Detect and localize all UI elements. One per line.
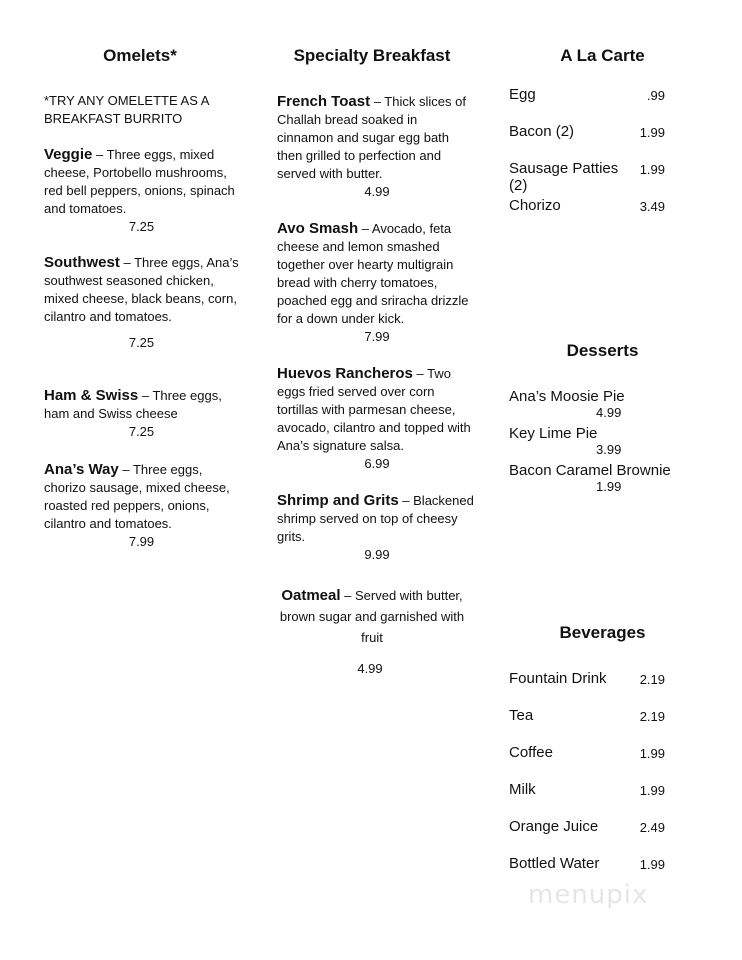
item-name: Avo Smash: [277, 220, 359, 237]
menu-item-southwest: [44, 254, 239, 352]
item-name: Milk: [509, 781, 536, 798]
alacarte-row: [509, 160, 665, 194]
item-price: 2.49: [639, 820, 665, 835]
item-name: Ana’s Way: [44, 461, 119, 478]
item-name: French Toast: [277, 93, 371, 110]
item-price: 4.99: [596, 405, 622, 420]
item-name: Huevos Rancheros: [277, 365, 413, 382]
dessert-item: [509, 425, 709, 457]
item-price: 4.99: [357, 661, 383, 676]
beverage-row: [509, 855, 665, 872]
item-name: Key Lime Pie: [509, 425, 598, 442]
item-price: .99: [646, 88, 665, 103]
item-price: 3.49: [639, 199, 665, 214]
item-desc: – Three eggs, chorizo sausage, mixed cheese, roasted red peppers, onions, cilantro and tomatoes.: [44, 462, 230, 531]
item-name: Ana’s Moosie Pie: [509, 388, 625, 405]
item-desc: – Thick slices of Challah bread soaked in cinnamon and sugar egg bath then grilled to perfection and served with butter.: [277, 94, 466, 181]
omelets-note: *TRY ANY OMELETTE AS A BREAKFAST BURRITO: [44, 93, 209, 126]
menu-item-ham-swiss: [44, 387, 239, 441]
item-name: Tea: [509, 707, 534, 724]
item-price: 3.99: [596, 442, 622, 457]
desserts-title: Desserts: [566, 341, 639, 360]
menu-item-oatmeal: [277, 585, 467, 679]
menu-item-veggie: [44, 146, 239, 236]
item-desc: – Three eggs, mixed cheese, Portobello mushrooms, red bell peppers, onions, spinach and tomatoes.: [44, 147, 235, 216]
item-desc: – Two eggs fried served over corn tortillas with parmesan cheese, avocado, cilantro and topped with Ana’s signature salsa.: [277, 366, 471, 453]
item-desc: – Three eggs, ham and Swiss cheese: [44, 388, 222, 421]
specialty-title: Specialty Breakfast: [293, 46, 451, 65]
item-name: Southwest: [44, 254, 120, 271]
item-name: Orange Juice: [509, 818, 599, 835]
alacarte-row: [509, 123, 665, 140]
watermark: menupix: [528, 880, 649, 910]
item-price: 1.99: [639, 857, 665, 872]
item-price: 7.99: [128, 534, 155, 549]
beverage-row: [509, 744, 665, 761]
dessert-item: [509, 462, 719, 494]
item-price: 2.19: [639, 709, 665, 724]
item-name: Veggie: [44, 146, 93, 163]
menu-item-french-toast: [277, 93, 477, 201]
menu-item-avo-smash: [277, 220, 477, 346]
item-name: Bacon (2): [509, 123, 575, 140]
item-name: Ham & Swiss: [44, 387, 139, 404]
item-name: Shrimp and Grits: [277, 492, 399, 509]
item-name: Egg: [509, 86, 536, 103]
item-name: Bottled Water: [509, 855, 600, 872]
item-desc: – Avocado, feta cheese and lemon smashed together over hearty multigrain bread with cherry tomatoes, poached egg and sriracha drizzle for a down under kick.: [277, 221, 469, 326]
item-price: 7.25: [128, 335, 155, 350]
item-name: Bacon Caramel Brownie: [509, 462, 671, 479]
beverages-title: Beverages: [559, 623, 646, 642]
item-price: 2.19: [639, 672, 665, 687]
item-name: Fountain Drink: [509, 670, 607, 687]
alacarte-row: [509, 86, 665, 103]
item-name: Coffee: [509, 744, 553, 761]
menu-item-huevos-rancheros: [277, 365, 477, 473]
beverage-row: [509, 670, 665, 687]
alacarte-row: [509, 197, 665, 214]
item-price: 1.99: [639, 746, 665, 761]
item-price: 7.25: [128, 219, 155, 234]
item-price: 7.99: [364, 329, 390, 344]
omelets-title: Omelets*: [103, 46, 177, 65]
item-desc: – Blackened shrimp served on top of cheesy grits.: [277, 493, 474, 544]
beverage-row: [509, 707, 665, 724]
item-price: 9.99: [364, 547, 390, 562]
alacarte-title: A La Carte: [560, 46, 645, 65]
item-name: Oatmeal: [281, 587, 341, 604]
beverage-row: [509, 781, 665, 798]
item-price: 1.99: [596, 479, 622, 494]
item-name: Chorizo: [509, 197, 561, 214]
item-desc: – Served with butter, brown sugar and garnished with fruit: [279, 588, 465, 645]
item-price: 6.99: [364, 456, 390, 471]
dessert-item: [509, 388, 709, 420]
menu-item-anas-way: [44, 461, 239, 551]
menu-item-shrimp-grits: [277, 492, 477, 564]
item-price: 4.99: [364, 184, 390, 199]
item-price: 1.99: [639, 162, 665, 177]
beverage-row: [509, 818, 665, 835]
item-desc: – Three eggs, Ana’s southwest seasoned chicken, mixed cheese, black beans, corn, cilantro and tomatoes.: [44, 255, 239, 324]
item-price: 1.99: [639, 783, 665, 798]
item-name: Sausage Patties (2): [509, 160, 619, 194]
item-price: 1.99: [639, 125, 665, 140]
item-price: 7.25: [128, 424, 155, 439]
